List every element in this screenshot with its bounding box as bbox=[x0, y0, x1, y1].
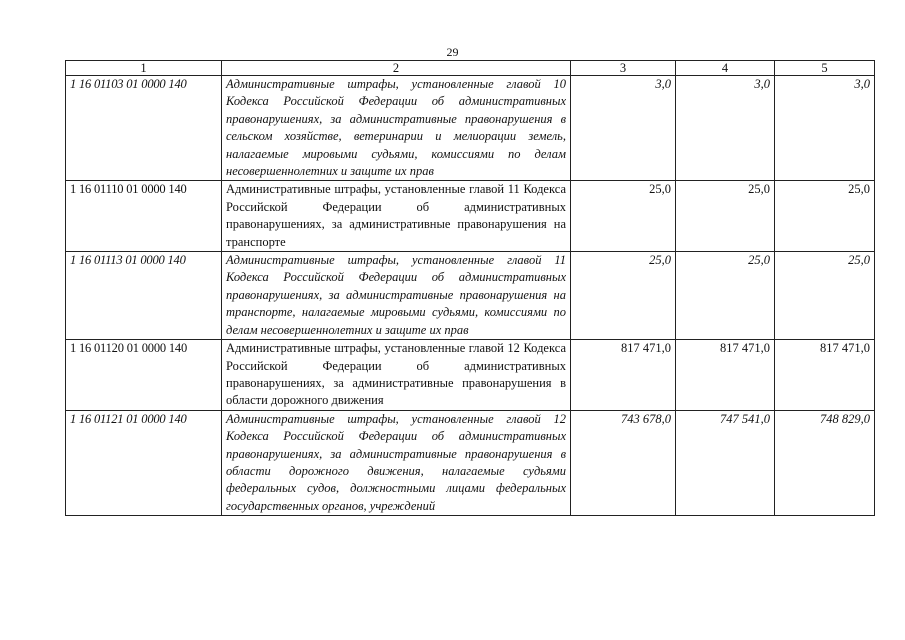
page-number: 29 bbox=[446, 45, 459, 59]
budget-code: 1 16 01121 01 0000 140 bbox=[66, 410, 222, 515]
budget-code: 1 16 01113 01 0000 140 bbox=[66, 252, 222, 340]
column-header-1: 1 bbox=[66, 61, 222, 76]
budget-code: 1 16 01103 01 0000 140 bbox=[66, 76, 222, 181]
table-row bbox=[66, 181, 875, 252]
budget-code: 1 16 01110 01 0000 140 bbox=[66, 181, 222, 252]
column-header-5: 5 bbox=[775, 61, 875, 76]
budget-table bbox=[65, 60, 875, 516]
row-description: Административные штрафы, установленные главой 11 Кодекса Российской Федерации об административных правонарушениях, за административные правонарушения на транспорте, налагаемые мировыми судьями, комиссиями по делам несовершеннолетних и защите их прав bbox=[222, 252, 571, 340]
column-number-row bbox=[66, 61, 875, 76]
amount-col-5: 25,0 bbox=[775, 252, 875, 340]
amount-col-5: 748 829,0 bbox=[775, 410, 875, 515]
amount-col-5: 3,0 bbox=[775, 76, 875, 181]
column-header-3: 3 bbox=[571, 61, 676, 76]
amount-col-4: 25,0 bbox=[676, 181, 775, 252]
amount-col-4: 747 541,0 bbox=[676, 410, 775, 515]
budget-code: 1 16 01120 01 0000 140 bbox=[66, 340, 222, 411]
row-description: Административные штрафы, установленные главой 12 Кодекса Российской Федерации об административных правонарушениях, за административные правонарушения в области дорожного движения, налагаемые судьями федеральных судов, должностными лицами федеральных государственных органов, учреждений bbox=[222, 410, 571, 515]
amount-col-5: 25,0 bbox=[775, 181, 875, 252]
row-description: Административные штрафы, установленные главой 11 Кодекса Российской Федерации об административных правонарушениях, за административные правонарушения на транспорте bbox=[222, 181, 571, 252]
table-row bbox=[66, 252, 875, 340]
amount-col-4: 25,0 bbox=[676, 252, 775, 340]
amount-col-3: 743 678,0 bbox=[571, 410, 676, 515]
table-row bbox=[66, 76, 875, 181]
amount-col-3: 25,0 bbox=[571, 252, 676, 340]
table-row bbox=[66, 410, 875, 515]
column-header-4: 4 bbox=[676, 61, 775, 76]
column-header-2: 2 bbox=[222, 61, 571, 76]
amount-col-5: 817 471,0 bbox=[775, 340, 875, 411]
amount-col-3: 25,0 bbox=[571, 181, 676, 252]
amount-col-4: 3,0 bbox=[676, 76, 775, 181]
row-description: Административные штрафы, установленные главой 12 Кодекса Российской Федерации об административных правонарушениях, за административные правонарушения в области дорожного движения bbox=[222, 340, 571, 411]
amount-col-3: 817 471,0 bbox=[571, 340, 676, 411]
amount-col-3: 3,0 bbox=[571, 76, 676, 181]
amount-col-4: 817 471,0 bbox=[676, 340, 775, 411]
row-description: Административные штрафы, установленные главой 10 Кодекса Российской Федерации об административных правонарушениях, за административные правонарушения в сельском хозяйстве, ветеринарии и мелиорации земель, налагаемые мировыми судьями, комиссиями по делам несовершеннолетних и защите их прав bbox=[222, 76, 571, 181]
table-row bbox=[66, 340, 875, 411]
